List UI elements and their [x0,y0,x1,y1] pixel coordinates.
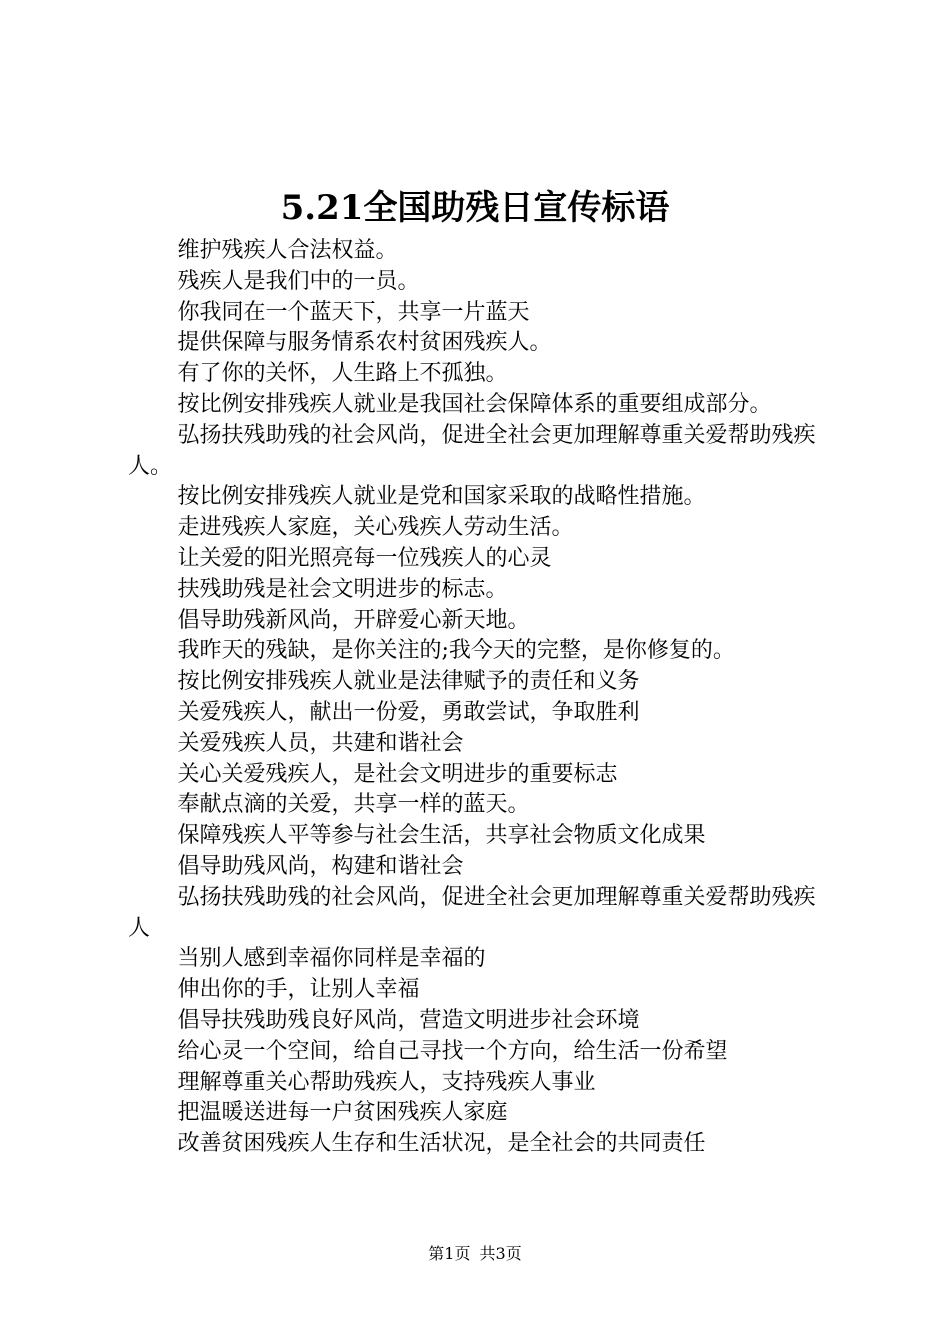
slogan-line: 提供保障与服务情系农村贫困残疾人。 [177,330,552,356]
slogan-line: 保障残疾人平等参与社会生活，共享社会物质文化成果 [177,823,706,849]
slogan-line: 维护残疾人合法权益。 [177,238,398,263]
document-body [128,236,828,1160]
slogan-line: 关爱残疾人，献出一份爱，勇敢尝试，争取胜利 [177,699,640,725]
slogan-line: 弘扬扶残助残的社会风尚，促进全社会更加理解尊重关爱帮助残疾人 [128,884,816,941]
slogan-line: 改善贫困残疾人生存和生活状况，是全社会的共同责任 [177,1131,706,1157]
slogan-line: 扶残助残是社会文明进步的标志。 [177,576,508,602]
slogan-line: 残疾人是我们中的一员。 [177,268,420,294]
slogan-line: 让关爱的阳光照亮每一位残疾人的心灵 [177,545,552,571]
document-title: 5.21全国助残日宣传标语 [280,188,670,228]
slogan-line: 有了你的关怀，人生路上不孤独。 [177,361,508,387]
slogan-line: 弘扬扶残助残的社会风尚，促进全社会更加理解尊重关爱帮助残疾人。 [128,422,816,479]
slogan-line: 伸出你的手，让别人幸福 [177,977,420,1003]
slogan-line: 理解尊重关心帮助残疾人，支持残疾人事业 [177,1069,596,1095]
slogan-line: 我昨天的残缺，是你关注的;我今天的完整，是你修复的。 [177,638,735,664]
slogan-line: 按比例安排残疾人就业是法律赋予的责任和义务 [177,669,640,695]
page-number: 第1页 [428,1244,471,1263]
slogan-line: 倡导扶残助残良好风尚，营造文明进步社会环境 [177,1007,640,1033]
slogan-line: 你我同在一个蓝天下，共享一片蓝天 [177,299,530,325]
page-total: 共3页 [479,1244,522,1263]
slogan-line: 当别人感到幸福你同样是幸福的 [177,946,486,972]
slogan-line: 按比例安排残疾人就业是党和国家采取的战略性措施。 [177,484,706,510]
slogan-line: 给心灵一个空间，给自己寻找一个方向，给生活一份希望 [177,1038,728,1064]
slogan-line: 倡导助残风尚，构建和谐社会 [177,853,464,879]
slogan-line: 按比例安排残疾人就业是我国社会保障体系的重要组成部分。 [177,391,772,417]
slogan-line: 走进残疾人家庭，关心残疾人劳动生活。 [177,515,574,541]
slogan-line: 关心关爱残疾人，是社会文明进步的重要标志 [177,761,618,787]
slogan-line: 奉献点滴的关爱，共享一样的蓝天。 [177,792,530,818]
slogan-line: 倡导助残新风尚，开辟爱心新天地。 [177,607,530,633]
slogan-line: 关爱残疾人员，共建和谐社会 [177,730,464,756]
slogan-line: 把温暖送进每一户贫困残疾人家庭 [177,1100,508,1126]
page-footer [0,1243,950,1265]
